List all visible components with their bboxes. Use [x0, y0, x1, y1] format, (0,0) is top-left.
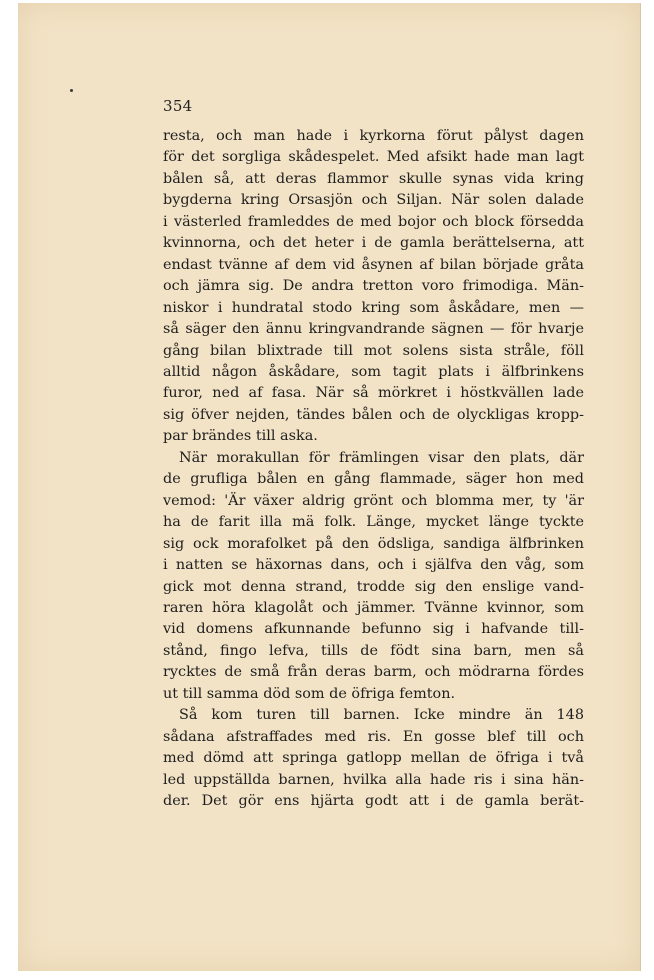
text-line: med dömd att springa gatlopp mellan de öfriga i två	[163, 750, 584, 767]
text-line: Så kom turen till barnen. Icke mindre än 148	[179, 707, 584, 724]
text-line: gick mot denna strand, trodde sig den enslige vand-	[163, 578, 584, 595]
ink-speck	[70, 89, 73, 92]
text-line: ha de farit illa mä folk. Länge, mycket länge tyckte	[163, 514, 584, 531]
text-line: i västerled framleddes de med bojor och block försedda	[163, 213, 584, 230]
text-line: furor, ned af fasa. När så mörkret i höstkvällen lade	[163, 385, 584, 402]
text-line: endast tvänne af dem vid åsynen af bilan började gråta	[163, 256, 584, 273]
text-line: stånd, fingo lefva, tills de födt sina barn, men så	[163, 642, 584, 659]
text-line: sig öfver nejden, tändes bålen och de olyckligas kropp-	[163, 406, 584, 423]
text-line: led uppställda barnen, hvilka alla hade ris i sina hän-	[163, 771, 584, 788]
book-page	[18, 3, 641, 971]
text-line: När morakullan för främlingen visar den plats, där	[179, 449, 584, 466]
text-line: bålen så, att deras flammor skulle synas vida kring	[163, 170, 584, 187]
text-line: och jämra sig. De andra tretton voro frimodiga. Män-	[163, 278, 584, 295]
text-line: sådana afstraffades med ris. En gosse blef till och	[163, 728, 584, 745]
text-line: de grufliga bålen en gång flammade, säger hon med	[163, 471, 584, 488]
text-line: i natten se häxornas dans, och i själfva den våg, som	[163, 557, 584, 574]
page-number: 354	[163, 97, 193, 115]
text-line: raren höra klagolåt och jämmer. Tvänne kvinnor, som	[163, 599, 584, 616]
body-text	[163, 126, 584, 813]
text-line: resta, och man hade i kyrkorna förut pålyst dagen	[163, 128, 584, 144]
text-line: kvinnorna, och det heter i de gamla berättelserna, att	[163, 235, 584, 252]
text-line: niskor i hundratal stodo kring som åskådare, men —	[163, 299, 584, 316]
text-line: bygderna kring Orsasjön och Siljan. När solen dalade	[163, 192, 584, 209]
text-line: der. Det gör ens hjärta godt att i de gamla berät-	[163, 793, 584, 810]
text-line: alltid någon åskådare, som tagit plats i älfbrinkens	[163, 363, 584, 380]
text-line: rycktes de små från deras barm, och mödrarna fördes	[163, 664, 584, 681]
text-line: vid domens afkunnande befunno sig i hafvande till-	[163, 621, 584, 638]
text-line: vemod: 'Är växer aldrig grönt och blomma mer, ty 'är	[163, 492, 584, 509]
text-line: ut till samma död som de öfriga femton.	[163, 685, 456, 702]
text-line: par brändes till aska.	[163, 428, 318, 445]
text-line: så säger den ännu kringvandrande sägnen — för hvarje	[163, 321, 584, 338]
text-line: för det sorgliga skådespelet. Med afsikt hade man lagt	[163, 149, 584, 166]
text-line: sig ock morafolket på den ödsliga, sandiga älfbrinken	[163, 535, 584, 552]
text-line: gång bilan blixtrade till mot solens sista stråle, föll	[163, 342, 584, 359]
